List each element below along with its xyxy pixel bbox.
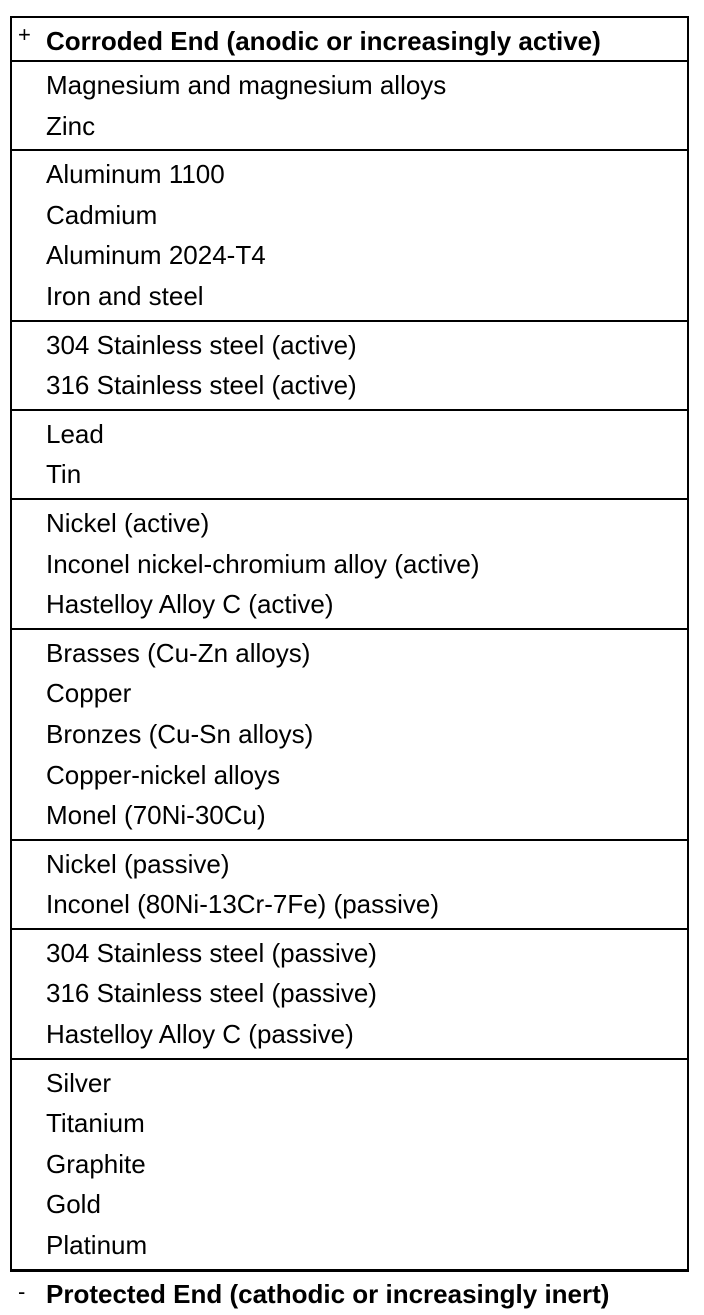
list-item: Hastelloy Alloy C (passive) [46, 1019, 354, 1050]
list-item: Copper [46, 678, 132, 709]
corroded-end-heading: Corroded End (anodic or increasingly active) [46, 26, 601, 56]
list-item: Graphite [46, 1148, 146, 1179]
list-item: Monel (70Ni-30Cu) [46, 800, 266, 831]
footer-row [12, 1271, 687, 1315]
list-item: Inconel nickel-chromium alloy (active) [46, 548, 480, 579]
metal-group-1 [12, 62, 687, 151]
metal-group-5 [12, 500, 687, 630]
list-item: Aluminum 1100 [46, 159, 225, 190]
header-row [12, 18, 687, 62]
metal-group-3 [12, 322, 687, 411]
list-item: Inconel (80Ni-13Cr-7Fe) (passive) [46, 889, 440, 920]
cathodic-sign: - [18, 1278, 26, 1304]
list-item: Iron and steel [46, 280, 204, 311]
list-item: Nickel (passive) [46, 848, 230, 879]
list-item: 316 Stainless steel (passive) [46, 978, 377, 1009]
list-item: Silver [46, 1067, 112, 1098]
metal-group-6 [12, 630, 687, 841]
metal-group-7 [12, 841, 687, 930]
list-item: Gold [46, 1189, 101, 1220]
metal-group-4 [12, 411, 687, 500]
anodic-sign: + [18, 22, 31, 47]
metal-group-8 [12, 930, 687, 1060]
list-item: 304 Stainless steel (active) [46, 329, 357, 360]
list-item: Aluminum 2024-T4 [46, 240, 266, 271]
list-item: Lead [46, 418, 104, 449]
list-item: Titanium [46, 1108, 145, 1139]
list-item: Cadmium [46, 199, 158, 230]
list-item: Zinc [46, 110, 96, 141]
list-item: Magnesium and magnesium alloys [46, 70, 447, 100]
metal-group-2 [12, 151, 687, 321]
list-item: Brasses (Cu-Zn alloys) [46, 637, 311, 668]
list-item: Hastelloy Alloy C (active) [46, 589, 334, 620]
list-item: 316 Stainless steel (active) [46, 370, 357, 401]
list-item: Copper-nickel alloys [46, 759, 281, 790]
list-item: Platinum [46, 1230, 148, 1261]
list-item: Bronzes (Cu-Sn alloys) [46, 718, 314, 749]
metal-group-9 [12, 1060, 687, 1271]
list-item: Tin [46, 459, 82, 490]
galvanic-series-table [10, 16, 689, 1309]
list-item: 304 Stainless steel (passive) [46, 937, 377, 968]
list-item: Nickel (active) [46, 507, 210, 538]
protected-end-heading: Protected End (cathodic or increasingly inert) [46, 1278, 610, 1309]
